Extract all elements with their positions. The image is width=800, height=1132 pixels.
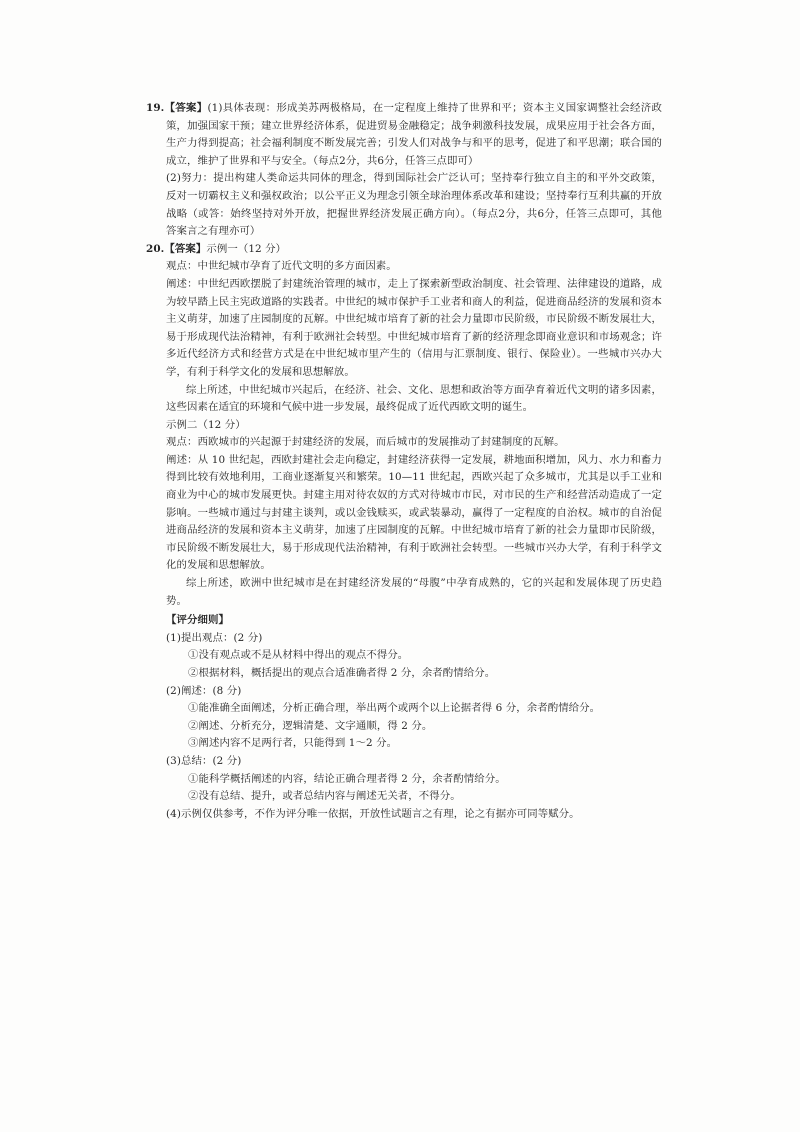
q20-example2-argument: 阐述：从 10 世纪起，西欧封建社会走向稳定，封建经济获得一定发展，耕地面积增加，风力、水力和畜力得到比较有效地利用，工商业逐渐复兴和繁荣。10—11 世纪起，西欧兴起了众多城市，尤其是以手工业和商业为中心的城市发展更快。封建主用对待农奴的方式对待城市市民，对市民的生产和经营活动造成了一定影响。一些城市通过与封建主谈判，或以金钱赎买，或武装暴动，赢得了一定程度的自治权。城市的自治促进商品经济的发展和资本主义萌芽，加速了庄园制度的瓦解。中世纪城市培育了新的社会力量即市民阶级，市民阶级不断发展壮大，易于形成现代法治精神，有利于欧洲社会转型。一些城市兴办大学，有利于科学文化的发展和思想解放。 — [166, 453, 662, 572]
rubric-3-title: (3)总结：(2 分) — [166, 754, 242, 767]
q20-example1-summary: 综上所述，中世纪城市兴起后，在经济、社会、文化、思想和政治等方面孕育着近代文明的诸多因素，这些因素在适宜的环境和气候中进一步发展，最终促成了近代西欧文明的诞生。 — [166, 383, 662, 414]
q19-answer-tag: 【答案】 — [164, 102, 208, 114]
q20-example2-title: 示例二（12 分） — [166, 418, 246, 431]
rubric-1-a: ①没有观点或不是从材料中得出的观点不得分。 — [188, 649, 409, 662]
rubric-4: (4)示例仅供参考，不作为评分唯一依据，开放性试题言之有理，论之有据亦可同等赋分。 — [166, 807, 580, 820]
rubric-1-title: (1)提出观点：(2 分) — [166, 631, 263, 644]
q20-example2-view: 观点：西欧城市的兴起源于封建经济的发展，而后城市的发展推动了封建制度的瓦解。 — [166, 436, 565, 449]
q19-part1-text: (1)具体表现：形成美苏两极格局，在一定程度上维持了世界和平；资本主义国家调整社会经济政策，加强国家干预；建立世界经济体系，促进贸易金融稳定；战争刺激科技发展，成果应用于社会各方面，生产力得到提高；社会福利制度不断发展完善；引发人们对战争与和平的思考，促进了和平思潮；联合国的成立，维护了世界和平与安全。（每点2分，共6分，任答三点即可） — [166, 102, 662, 167]
answer-content — [146, 100, 662, 823]
q19-part2: (2)努力：提出构建人类命运共同体的理念，得到国际社会广泛认可；坚持奉行独立自主的和平外交政策，反对一切霸权主义和强权政治；以公平正义为理念引领全球治理体系改革和建设；坚持奉行互利共赢的开放战略（或答：始终坚持对外开放，把握世界经济发展正确方向）。（每点2分，共6分，任答三点即可，其他答案言之有理亦可） — [166, 172, 662, 238]
q20-number: 20. — [146, 242, 165, 255]
q20-example1-view: 观点：中世纪城市孕育了近代文明的多方面因素。 — [166, 260, 397, 273]
q19-number: 19. — [146, 102, 165, 114]
rubric-2-a: ①能准确全面阐述，分析正确合理，举出两个或两个以上论据者得 6 分，余者酌情给分。 — [188, 702, 601, 715]
q19-part1 — [146, 100, 662, 170]
rubric-title: 【评分细则】 — [166, 614, 229, 627]
rubric-3-a: ①能科学概括阐述的内容，结论正确合理者得 2 分，余者酌情给分。 — [188, 772, 506, 785]
rubric-2-b: ②阐述、分析充分，逻辑清楚、文字通顺，得 2 分。 — [188, 719, 433, 732]
q20-answer-tag: 【答案】 — [164, 242, 207, 255]
rubric-1-b: ②根据材料，概括提出的观点合适准确者得 2 分，余者酌情给分。 — [188, 667, 496, 679]
rubric-2-title: (2)阐述：(8 分) — [166, 684, 242, 697]
q20-example1-title: 示例一（12 分） — [206, 242, 287, 255]
q20-example2-summary: 综上所述，欧洲中世纪城市是在封建经济发展的“母腹”中孕育成熟的，它的兴起和发展体现了历史趋势。 — [166, 577, 662, 607]
rubric-3-b: ②没有总结、提升，或者总结内容与阐述无关者，不得分。 — [188, 790, 461, 803]
q20-example1-argument: 阐述：中世纪西欧摆脱了封建统治管理的城市，走上了探索新型政治制度、社会管理、法律建设的道路，成为较早踏上民主宪政道路的实践者。中世纪的城市保护手工业者和商人的利益，促进商品经济的发展和资本主义萌芽，加速了庄园制度的瓦解。中世纪城市培育了新的社会力量即市民阶级，市民阶级不断发展壮大，易于形成现代法治精神，有利于欧洲社会转型。中世纪城市培育了新的经济理念即商业意识和市场观念；许多近代经济方式和经营方式是在中世纪城市里产生的（信用与汇票制度、银行、保险业）。一些城市兴办大学，有利于科学文化的发展和思想解放。 — [166, 277, 662, 378]
rubric-2-c: ③阐述内容不足两行者，只能得到 1～2 分。 — [188, 737, 398, 750]
q20-heading — [146, 241, 662, 259]
